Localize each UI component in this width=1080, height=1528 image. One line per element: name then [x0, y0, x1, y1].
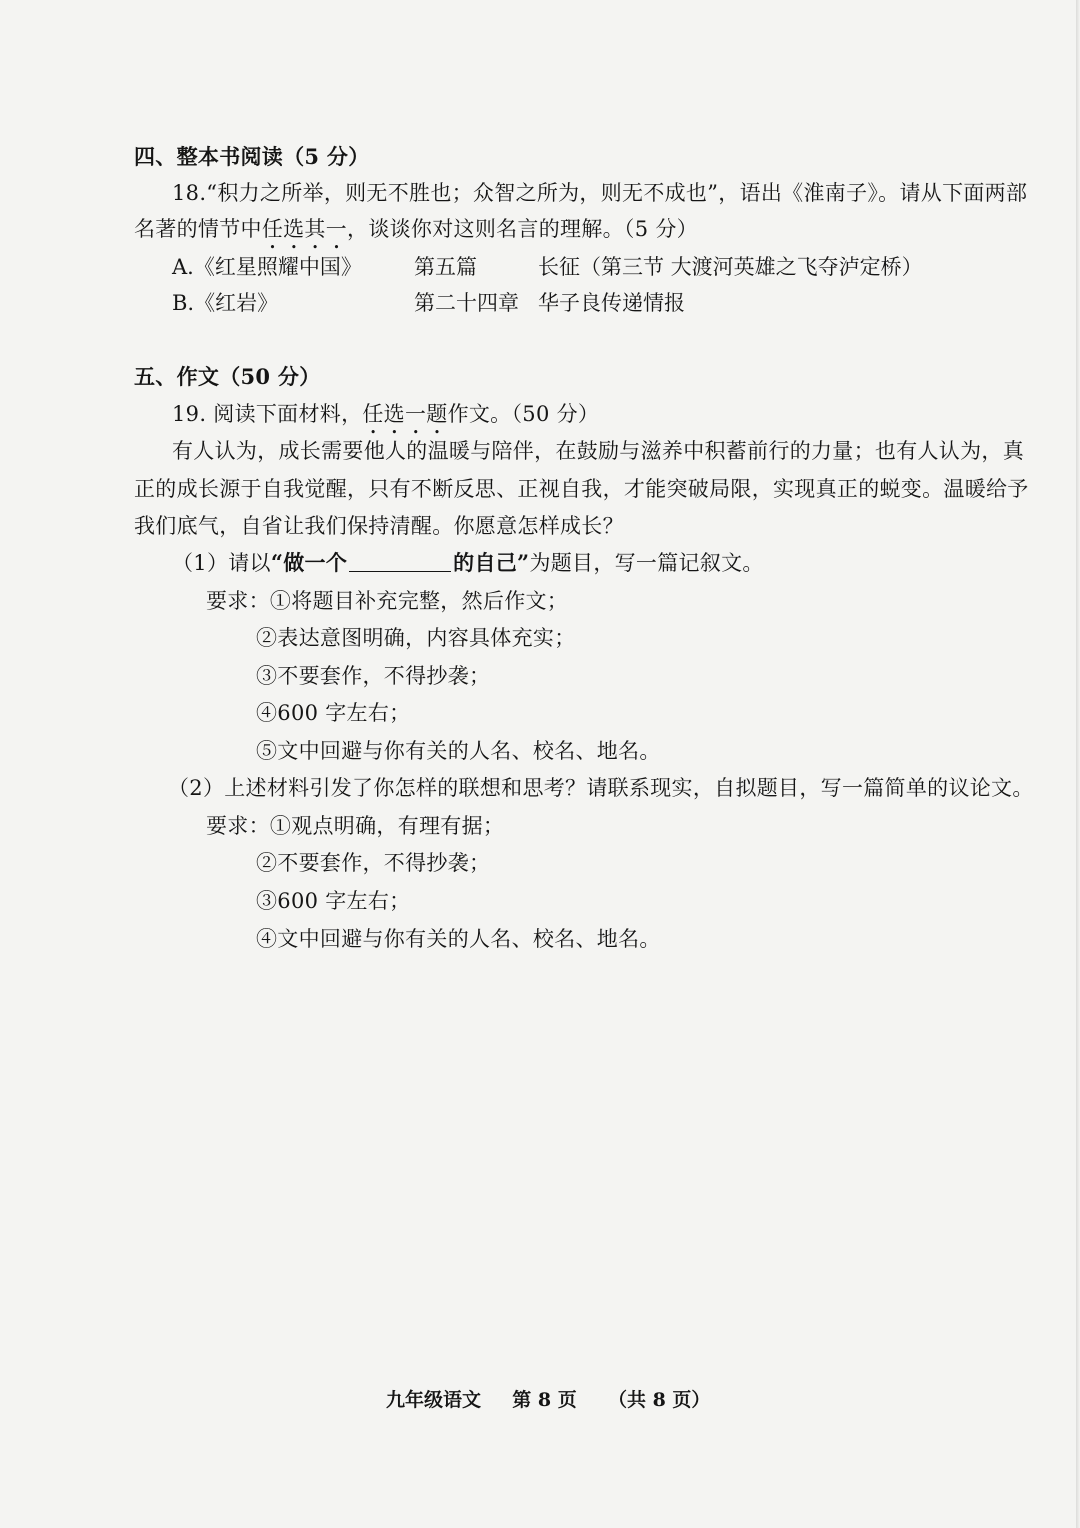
q18-option-a-detail: 长征（第三节 大渡河英雄之飞夺泸定桥） — [538, 255, 923, 279]
task1-prefix: （1）请以 — [172, 551, 271, 575]
footer-subject: 九年级语文 — [386, 1389, 482, 1411]
page-footer — [386, 1386, 710, 1414]
q18-line2-post: ，谈谈你对这则名言的理解。（5 分） — [347, 217, 698, 241]
q18-option-b-detail: 华子良传递情报 — [538, 291, 685, 315]
task1-req-4: ④600 字左右； — [256, 701, 411, 725]
task2-req-3: ③600 字左右； — [256, 889, 411, 913]
task1-requirements — [206, 586, 568, 616]
task1-req-5: ⑤文中回避与你有关的人名、校名、地名。 — [256, 739, 661, 763]
q18-option-b-book: B.《红岩》 — [172, 291, 279, 315]
section4-heading: 四、整本书阅读（5 分） — [134, 144, 370, 169]
q19-intro-pre: 19. 阅读下面材料， — [172, 402, 363, 426]
task2-req-2: ②不要套作，不得抄袭； — [256, 851, 491, 875]
q19-emphasis: 任选一题 — [362, 402, 448, 426]
task2-requirements — [206, 811, 504, 841]
task1-req-label: 要求： — [206, 589, 270, 613]
footer-total-pages: （共 8 页） — [607, 1389, 711, 1411]
q18-line1: 18.“积力之所举，则无不胜也；众智之所为，则无不成也”，语出《淮南子》。请从下面两部 — [172, 181, 1028, 205]
task1-suffix: 为题目，写一篇记叙文。 — [529, 551, 764, 575]
q19-material-line1: 有人认为，成长需要他人的温暖与陪伴，在鼓励与滋养中积蓄前行的力量；也有人认为，真 — [172, 439, 1024, 463]
footer-page-number: 第 8 页 — [512, 1389, 577, 1411]
q19-intro — [172, 399, 599, 439]
q19-material-line3: 我们底气，自省让我们保持清醒。你愿意怎样成长？ — [134, 514, 624, 538]
section5-heading: 五、作文（50 分） — [134, 364, 321, 389]
task2-req-label: 要求： — [206, 814, 270, 838]
q18-line2-pre: 名著的情节中 — [134, 217, 262, 241]
task1-req-3: ③不要套作，不得抄袭； — [256, 664, 491, 688]
task1-title-start: “做一个 — [270, 550, 348, 575]
task1-title-blank — [349, 551, 451, 572]
task1-prompt — [172, 548, 764, 578]
q18-line2 — [134, 214, 698, 254]
task2-prompt: （2）上述材料引发了你怎样的联想和思考？请联系现实，自拟题目，写一篇简单的议论文。 — [168, 776, 1034, 800]
q19-intro-post: 作文。（50 分） — [447, 402, 600, 426]
task1-title-end: 的自己” — [453, 550, 530, 575]
q18-option-b-part: 第二十四章 — [414, 291, 519, 315]
task2-req-4: ④文中回避与你有关的人名、校名、地名。 — [256, 927, 661, 951]
task2-req-1: ①观点明确，有理有据； — [269, 814, 505, 838]
q18-option-a-book: A.《红星照耀中国》 — [172, 255, 362, 279]
task1-req-1: ①将题目补充完整，然后作文； — [269, 589, 569, 613]
q19-material-line2: 正的成长源于自我觉醒，只有不断反思、正视自我，才能突破局限，实现真正的蜕变。温暖给予 — [134, 477, 1029, 501]
q18-emphasis: 任选其一 — [261, 217, 348, 241]
task1-req-2: ②表达意图明确，内容具体充实； — [256, 626, 576, 650]
scan-edge — [1076, 0, 1080, 1528]
q18-option-a-part: 第五篇 — [414, 255, 477, 279]
